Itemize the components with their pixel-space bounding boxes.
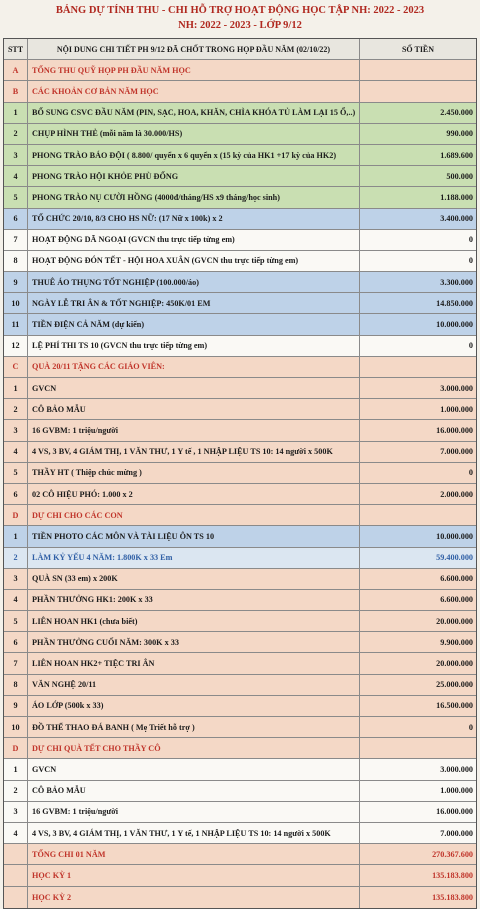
table-row: [4, 124, 476, 145]
row-amount: 270.367.600: [432, 849, 473, 859]
row-amount: 1.689.600: [440, 150, 473, 160]
row-description: VĂN NGHỆ 20/11: [28, 675, 360, 695]
row-stt: 5: [4, 611, 28, 631]
table-row: [4, 60, 476, 81]
row-stt: D: [4, 505, 28, 525]
table-row: [4, 802, 476, 823]
row-amount: 25.000.000: [436, 680, 473, 690]
row-amount: 0: [468, 235, 473, 245]
row-stt: 7: [4, 653, 28, 673]
row-description: 4 VS, 3 BV, 4 GIÁM THỊ, 1 VĂN THƯ, 1 Y tế , 1 NHẬP LIỆU TS 10: 14 người x 500K: [28, 442, 360, 462]
row-amount: [360, 738, 476, 758]
table-row: [4, 420, 476, 441]
table-row: [4, 251, 476, 272]
row-amount: 2.000.000: [440, 489, 473, 499]
row-description: BỔ SUNG CSVC ĐẦU NĂM (PIN, SẠC, HOA, KHĂN, CHÌA KHÓA TỦ LÀM LẠI 15 Ổ,..): [28, 103, 360, 123]
row-description: LỆ PHÍ THI TS 10 (GVCN thu trực tiếp từng em): [28, 336, 360, 356]
row-description: TỔ CHỨC 20/10, 8/3 CHO HS NỮ: (17 Nữ x 100k) x 2: [28, 209, 360, 229]
row-description: CÁC KHOẢN CƠ BẢN NĂM HỌC: [28, 81, 360, 101]
row-stt: 6: [4, 632, 28, 652]
table-row: [4, 293, 476, 314]
row-description: GVCN: [28, 759, 360, 779]
row-stt: 2: [4, 548, 28, 568]
row-description: ÁO LỚP (500k x 33): [28, 696, 360, 716]
row-description: PHẦN THƯỞNG HK1: 200K x 33: [28, 590, 360, 610]
row-description: 4 VS, 3 BV, 4 GIÁM THỊ, 1 VĂN THƯ, 1 Y tế, 1 NHẬP LIỆU TS 10: 14 người x 500K: [28, 823, 360, 843]
row-amount: 9.900.000: [440, 637, 473, 647]
table-row: [4, 632, 476, 653]
header-description: NỘI DUNG CHI TIẾT PH 9/12 ĐÃ CHỐT TRONG HỌP ĐẦU NĂM (02/10/22): [28, 39, 360, 59]
row-amount: 6.600.000: [440, 574, 473, 584]
row-stt: D: [4, 738, 28, 758]
row-amount: 16.000.000: [436, 807, 473, 817]
budget-sheet: [3, 2, 477, 909]
row-amount: 3.000.000: [440, 383, 473, 393]
row-stt: 1: [4, 526, 28, 546]
row-amount: 3.300.000: [440, 277, 473, 287]
row-stt: 3: [4, 569, 28, 589]
row-description: TIỀN ĐIỆN CẢ NĂM (dự kiến): [28, 314, 360, 334]
table-row: [4, 187, 476, 208]
row-description: LÀM KỶ YẾU 4 NĂM: 1.800K x 33 Em: [28, 548, 360, 568]
row-amount: 7.000.000: [440, 447, 473, 457]
row-description: GVCN: [28, 378, 360, 398]
row-description: CHỤP HÌNH THẺ (mỗi năm là 30.000/HS): [28, 124, 360, 144]
sheet-title: BẢNG DỰ TÍNH THU - CHI HỖ TRỢ HOẠT ĐỘNG HỌC TẬP NH: 2022 - 2023: [55, 5, 425, 16]
sheet-subtitle: NH: 2022 - 2023 - LỚP 9/12: [178, 20, 302, 31]
row-description: PHẦN THƯỞNG CUỐI NĂM: 300K x 33: [28, 632, 360, 652]
table-header: [4, 39, 476, 60]
table-row: [4, 887, 476, 908]
row-amount: 135.183.800: [432, 892, 473, 902]
row-amount: 16.000.000: [436, 425, 473, 435]
table-row: [4, 399, 476, 420]
row-stt: 6: [4, 209, 28, 229]
table-row: [4, 569, 476, 590]
table-body: [4, 60, 476, 908]
row-amount: 6.600.000: [440, 595, 473, 605]
table-row: [4, 823, 476, 844]
table-row: [4, 717, 476, 738]
row-stt: 1: [4, 759, 28, 779]
row-amount: 14.850.000: [436, 298, 473, 308]
row-stt: A: [4, 60, 28, 80]
row-description: CÔ BẢO MẪU: [28, 781, 360, 801]
row-amount: [360, 60, 476, 80]
row-description: PHONG TRÀO HỘI KHỎE PHÙ ĐỔNG: [28, 166, 360, 186]
row-amount: 1.000.000: [440, 786, 473, 796]
row-description: TIỀN PHOTO CÁC MÔN VÀ TÀI LIỆU ÔN TS 10: [28, 526, 360, 546]
table-row: [4, 442, 476, 463]
row-amount: 3.400.000: [440, 214, 473, 224]
row-stt: [4, 865, 28, 885]
title-block: [3, 2, 477, 33]
row-description: QUÀ SN (33 em) x 200K: [28, 569, 360, 589]
table-row: [4, 505, 476, 526]
row-description: PHONG TRÀO NỤ CƯỜI HỒNG (4000đ/tháng/HS x9 tháng/học sinh): [28, 187, 360, 207]
table-row: [4, 526, 476, 547]
row-description: HOẠT ĐỘNG DÃ NGOẠI (GVCN thu trực tiếp từng em): [28, 230, 360, 250]
row-description: LIÊN HOAN HK2+ TIỆC TRI ÂN: [28, 653, 360, 673]
row-description: TỔNG CHI 01 NĂM: [28, 844, 360, 864]
table-row: [4, 209, 476, 230]
row-stt: 2: [4, 399, 28, 419]
header-stt: STT: [4, 39, 28, 59]
row-amount: 0: [468, 468, 473, 478]
row-stt: 2: [4, 781, 28, 801]
row-description: 16 GVBM: 1 triệu/người: [28, 420, 360, 440]
row-amount: 10.000.000: [436, 320, 473, 330]
table-row: [4, 590, 476, 611]
row-stt: C: [4, 357, 28, 377]
row-stt: [4, 844, 28, 864]
row-stt: 7: [4, 230, 28, 250]
row-amount: [360, 357, 476, 377]
row-description: HOẠT ĐỘNG ĐÓN TẾT - HỘI HOA XUÂN (GVCN thu trực tiếp từng em): [28, 251, 360, 271]
row-stt: 10: [4, 717, 28, 737]
row-amount: [360, 505, 476, 525]
row-stt: 9: [4, 696, 28, 716]
row-stt: 12: [4, 336, 28, 356]
table-row: [4, 166, 476, 187]
row-amount: 59.400.000: [436, 553, 473, 563]
row-stt: 1: [4, 103, 28, 123]
row-amount: 3.000.000: [440, 764, 473, 774]
row-description: NGÀY LỄ TRI ÂN & TỐT NGHIỆP: 450K/01 EM: [28, 293, 360, 313]
header-amount: SỐ TIỀN: [401, 44, 435, 54]
row-amount: 135.183.800: [432, 870, 473, 880]
table-row: [4, 81, 476, 102]
row-description: HỌC KỲ 1: [28, 865, 360, 885]
row-stt: [4, 887, 28, 908]
row-stt: 3: [4, 145, 28, 165]
row-description: LIÊN HOAN HK1 (chưa biết): [28, 611, 360, 631]
row-stt: 4: [4, 166, 28, 186]
row-amount: 0: [468, 341, 473, 351]
row-amount: 500.000: [446, 171, 473, 181]
row-amount: 0: [468, 256, 473, 266]
row-amount: 7.000.000: [440, 828, 473, 838]
row-amount: 20.000.000: [436, 659, 473, 669]
table-row: [4, 230, 476, 251]
budget-table: [3, 38, 477, 909]
row-stt: 10: [4, 293, 28, 313]
row-description: 16 GVBM: 1 triệu/người: [28, 802, 360, 822]
row-stt: 11: [4, 314, 28, 334]
row-stt: 3: [4, 420, 28, 440]
table-row: [4, 378, 476, 399]
table-row: [4, 484, 476, 505]
row-stt: 8: [4, 251, 28, 271]
row-amount: 10.000.000: [436, 531, 473, 541]
row-amount: 16.500.000: [436, 701, 473, 711]
table-row: [4, 272, 476, 293]
row-description: 02 CÔ HIỆU PHÓ: 1.000 x 2: [28, 484, 360, 504]
row-amount: 1.000.000: [440, 404, 473, 414]
table-row: [4, 548, 476, 569]
table-row: [4, 844, 476, 865]
row-description: CÔ BẢO MẪU: [28, 399, 360, 419]
table-row: [4, 336, 476, 357]
row-stt: 4: [4, 823, 28, 843]
table-row: [4, 738, 476, 759]
row-stt: 2: [4, 124, 28, 144]
row-description: HỌC KỲ 2: [28, 887, 360, 908]
table-row: [4, 103, 476, 124]
row-stt: 4: [4, 442, 28, 462]
table-row: [4, 696, 476, 717]
row-description: PHONG TRÀO BÁO ĐỘI ( 8.800/ quyển x 6 quyển x (15 kỳ của HK1 +17 kỳ của HK2): [28, 145, 360, 165]
row-stt: 6: [4, 484, 28, 504]
row-stt: 5: [4, 463, 28, 483]
row-stt: B: [4, 81, 28, 101]
row-stt: 3: [4, 802, 28, 822]
table-row: [4, 653, 476, 674]
row-description: ĐỒ THỂ THAO ĐÁ BANH ( Mẹ Triết hỗ trợ ): [28, 717, 360, 737]
row-stt: 9: [4, 272, 28, 292]
row-amount: [360, 81, 476, 101]
table-row: [4, 781, 476, 802]
table-row: [4, 611, 476, 632]
row-description: DỰ CHI QUÀ TẾT CHO THẦY CÔ: [28, 738, 360, 758]
row-description: THẦY HT ( Thiệp chúc mừng ): [28, 463, 360, 483]
table-row: [4, 865, 476, 886]
table-row: [4, 675, 476, 696]
table-row: [4, 759, 476, 780]
row-amount: 20.000.000: [436, 616, 473, 626]
row-stt: 1: [4, 378, 28, 398]
row-amount: 990.000: [446, 129, 473, 139]
row-stt: 5: [4, 187, 28, 207]
row-stt: 8: [4, 675, 28, 695]
table-row: [4, 145, 476, 166]
row-amount: 0: [468, 722, 473, 732]
row-amount: 2.450.000: [440, 108, 473, 118]
table-row: [4, 357, 476, 378]
row-description: THUÊ ÁO THỤNG TỐT NGHIỆP (100.000/áo): [28, 272, 360, 292]
row-description: TỔNG THU QUỸ HỌP PH ĐẦU NĂM HỌC: [28, 60, 360, 80]
table-row: [4, 463, 476, 484]
row-description: QUÀ 20/11 TẶNG CÁC GIÁO VIÊN:: [28, 357, 360, 377]
row-description: DỰ CHI CHO CÁC CON: [28, 505, 360, 525]
row-amount: 1.188.000: [440, 192, 473, 202]
row-stt: 4: [4, 590, 28, 610]
table-row: [4, 314, 476, 335]
